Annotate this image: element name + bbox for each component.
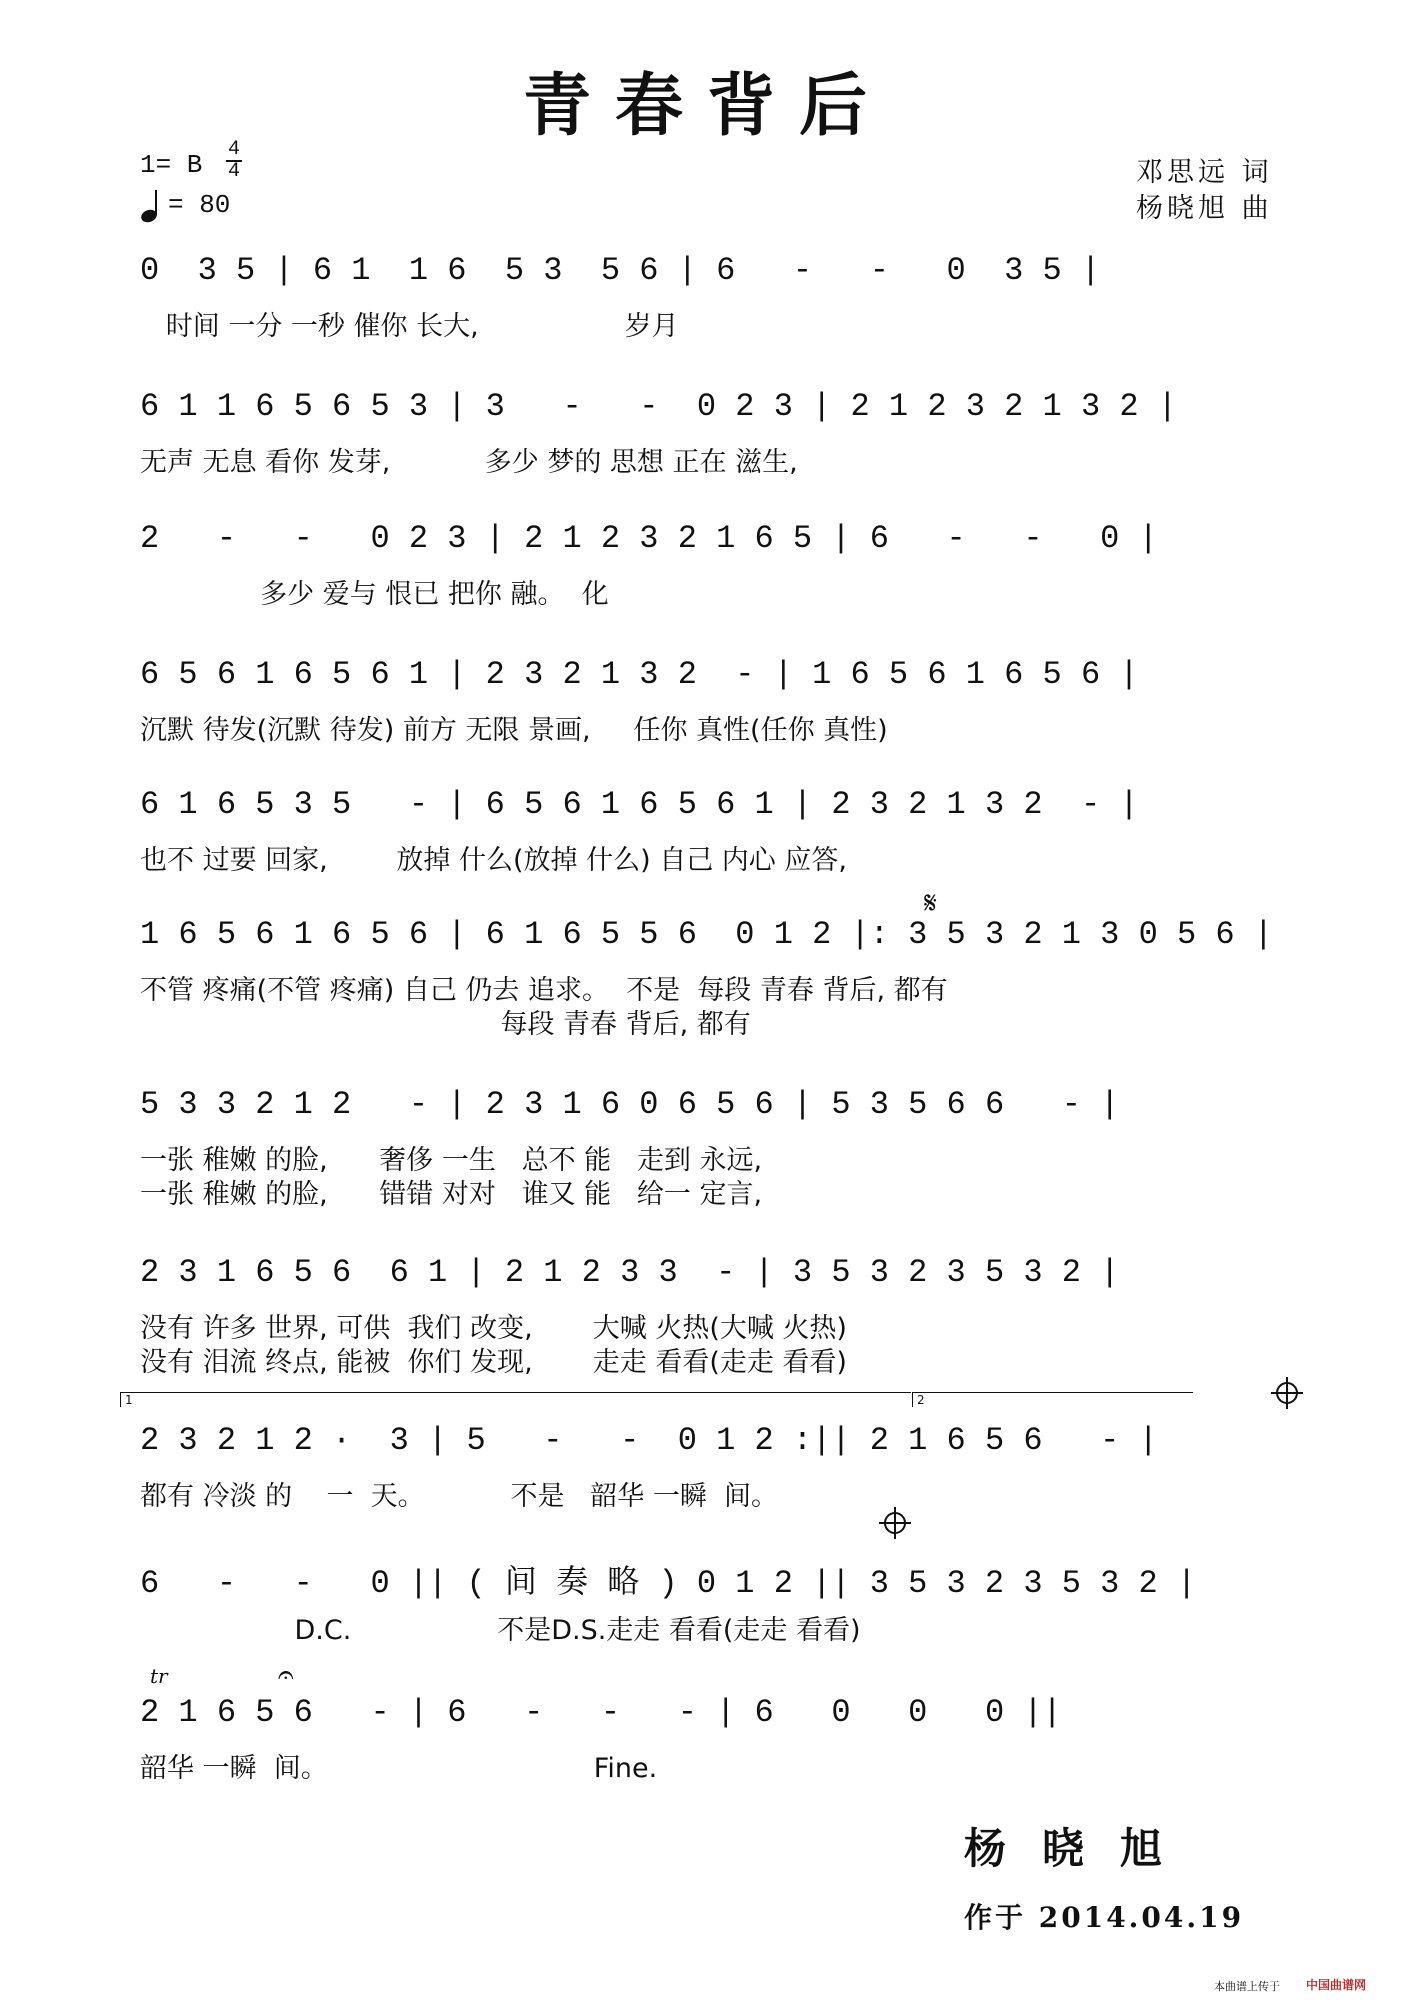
lyric-line: 一张 稚嫩 的脸, 奢侈 一生 总不 能 走到 永远, — [140, 1145, 763, 1176]
volta-2-label: 2 — [917, 1393, 925, 1407]
note-line: 5 3 3 2 1 2 - | 2 3 1 6 0 6 5 6 | 5 3 5 6 6 - | — [140, 1086, 1120, 1123]
lyric-line: 每段 青春 背后, 都有 — [140, 1009, 751, 1040]
note-line: 2 1 6 5 6 - | 6 - - - | 6 0 0 0 || — [140, 1694, 1062, 1731]
lyric-line: 沉默 待发(沉默 待发) 前方 无限 景画, 任你 真性(任你 真性) — [140, 715, 888, 746]
lyric-line: 也不 过要 回家, 放掉 什么(放掉 什么) 自己 内心 应答, — [140, 845, 847, 876]
lyric-line: D.C. 不是D.S.走走 看看(走走 看看) — [140, 1615, 861, 1646]
score-row — [140, 916, 1300, 1040]
trill-mark: tr — [150, 1664, 168, 1688]
key-signature — [140, 150, 202, 180]
composer: 杨晓旭 曲 — [1136, 193, 1273, 224]
time-signature-bottom: 4 — [227, 160, 240, 183]
lyric-line: 韶华 一瞬 间。 Fine. — [140, 1753, 658, 1784]
score-row — [140, 252, 1300, 362]
volta-bracket-2 — [912, 1392, 1193, 1407]
score-row — [140, 656, 1300, 766]
coda-icon — [1270, 1376, 1304, 1410]
score-row — [140, 1086, 1300, 1210]
lyricist: 邓思远 词 — [1136, 157, 1273, 188]
segno-sign: 𝄋 — [924, 886, 937, 921]
lyric-line: 一张 稚嫩 的脸, 错错 对对 谁又 能 给一 定言, — [140, 1179, 763, 1210]
note-line: 2 3 1 6 5 6 6 1 | 2 1 2 3 3 - | 3 5 3 2 3 5 3 2 | — [140, 1254, 1120, 1291]
signature: 杨晓旭 — [964, 1824, 1199, 1873]
note-line: 6 - - 0 || ( 间 奏 略 ) 0 1 2 || 3 5 3 2 3 5 3 2 | — [140, 1565, 1197, 1602]
time-signature — [226, 140, 242, 182]
volta-bracket-1 — [120, 1392, 911, 1407]
score-row — [140, 520, 1300, 630]
footer-note: 本曲谱上传于 — [1214, 1980, 1280, 1993]
coda-icon — [878, 1506, 912, 1540]
score-row — [140, 388, 1300, 498]
score-row — [140, 1556, 1300, 1666]
score-row — [140, 1422, 1300, 1532]
lyric-line: 没有 许多 世界, 可供 我们 改变, 大喊 火热(大喊 火热) — [140, 1313, 847, 1344]
score-row — [140, 1694, 1300, 1804]
page-title: 青春背后 — [522, 66, 891, 146]
volta-1-label: 1 — [125, 1393, 133, 1407]
tempo-marking — [140, 188, 164, 228]
note-line: 0 3 5 | 6 1 1 6 5 3 5 6 | 6 - - 0 3 5 | — [140, 252, 1101, 289]
tempo-value: = 80 — [168, 190, 231, 220]
time-signature-top: 4 — [227, 138, 240, 161]
site-logo: 中国曲谱网 — [1306, 1978, 1367, 1992]
lyric-line: 无声 无息 看你 发芽, 多少 梦的 思想 正在 滋生, — [140, 447, 798, 478]
note-line: 2 - - 0 2 3 | 2 1 2 3 2 1 6 5 | 6 - - 0 | — [140, 520, 1158, 557]
fermata-icon: 𝄐 — [278, 1658, 294, 1691]
date: 作于 2014.04.19 — [964, 1901, 1245, 1934]
lyric-line: 都有 冷淡 的 一 天。 不是 韶华 一瞬 间。 — [140, 1481, 778, 1512]
note-line: 1 6 5 6 1 6 5 6 | 6 1 6 5 5 6 0 1 2 |: 3 5 3 2 1 3 0 5 6 | — [140, 916, 1273, 953]
lyric-line: 不管 疼痛(不管 疼痛) 自己 仍去 追求。 不是 每段 青春 背后, 都有 — [140, 975, 948, 1006]
note-line: 2 3 2 1 2 · 3 | 5 - - 0 1 2 :|| 2 1 6 5 6 - | — [140, 1422, 1158, 1459]
note-line: 6 1 6 5 3 5 - | 6 5 6 1 6 5 6 1 | 2 3 2 1 3 2 - | — [140, 786, 1139, 823]
note-line: 6 5 6 1 6 5 6 1 | 2 3 2 1 3 2 - | 1 6 5 6 1 6 5 6 | — [140, 656, 1139, 693]
lyric-line: 没有 泪流 终点, 能被 你们 发现, 走走 看看(走走 看看) — [140, 1347, 847, 1378]
score-row — [140, 1254, 1300, 1378]
quarter-note-icon — [140, 188, 164, 224]
lyric-line: 多少 爱与 恨已 把你 融。 化 — [140, 579, 609, 610]
key-label: 1= B — [140, 150, 203, 180]
lyric-line: 时间 一分 一秒 催你 长大, 岁月 — [140, 311, 679, 342]
note-line: 6 1 1 6 5 6 5 3 | 3 - - 0 2 3 | 2 1 2 3 2 1 3 2 | — [140, 388, 1177, 425]
score-row — [140, 786, 1300, 896]
